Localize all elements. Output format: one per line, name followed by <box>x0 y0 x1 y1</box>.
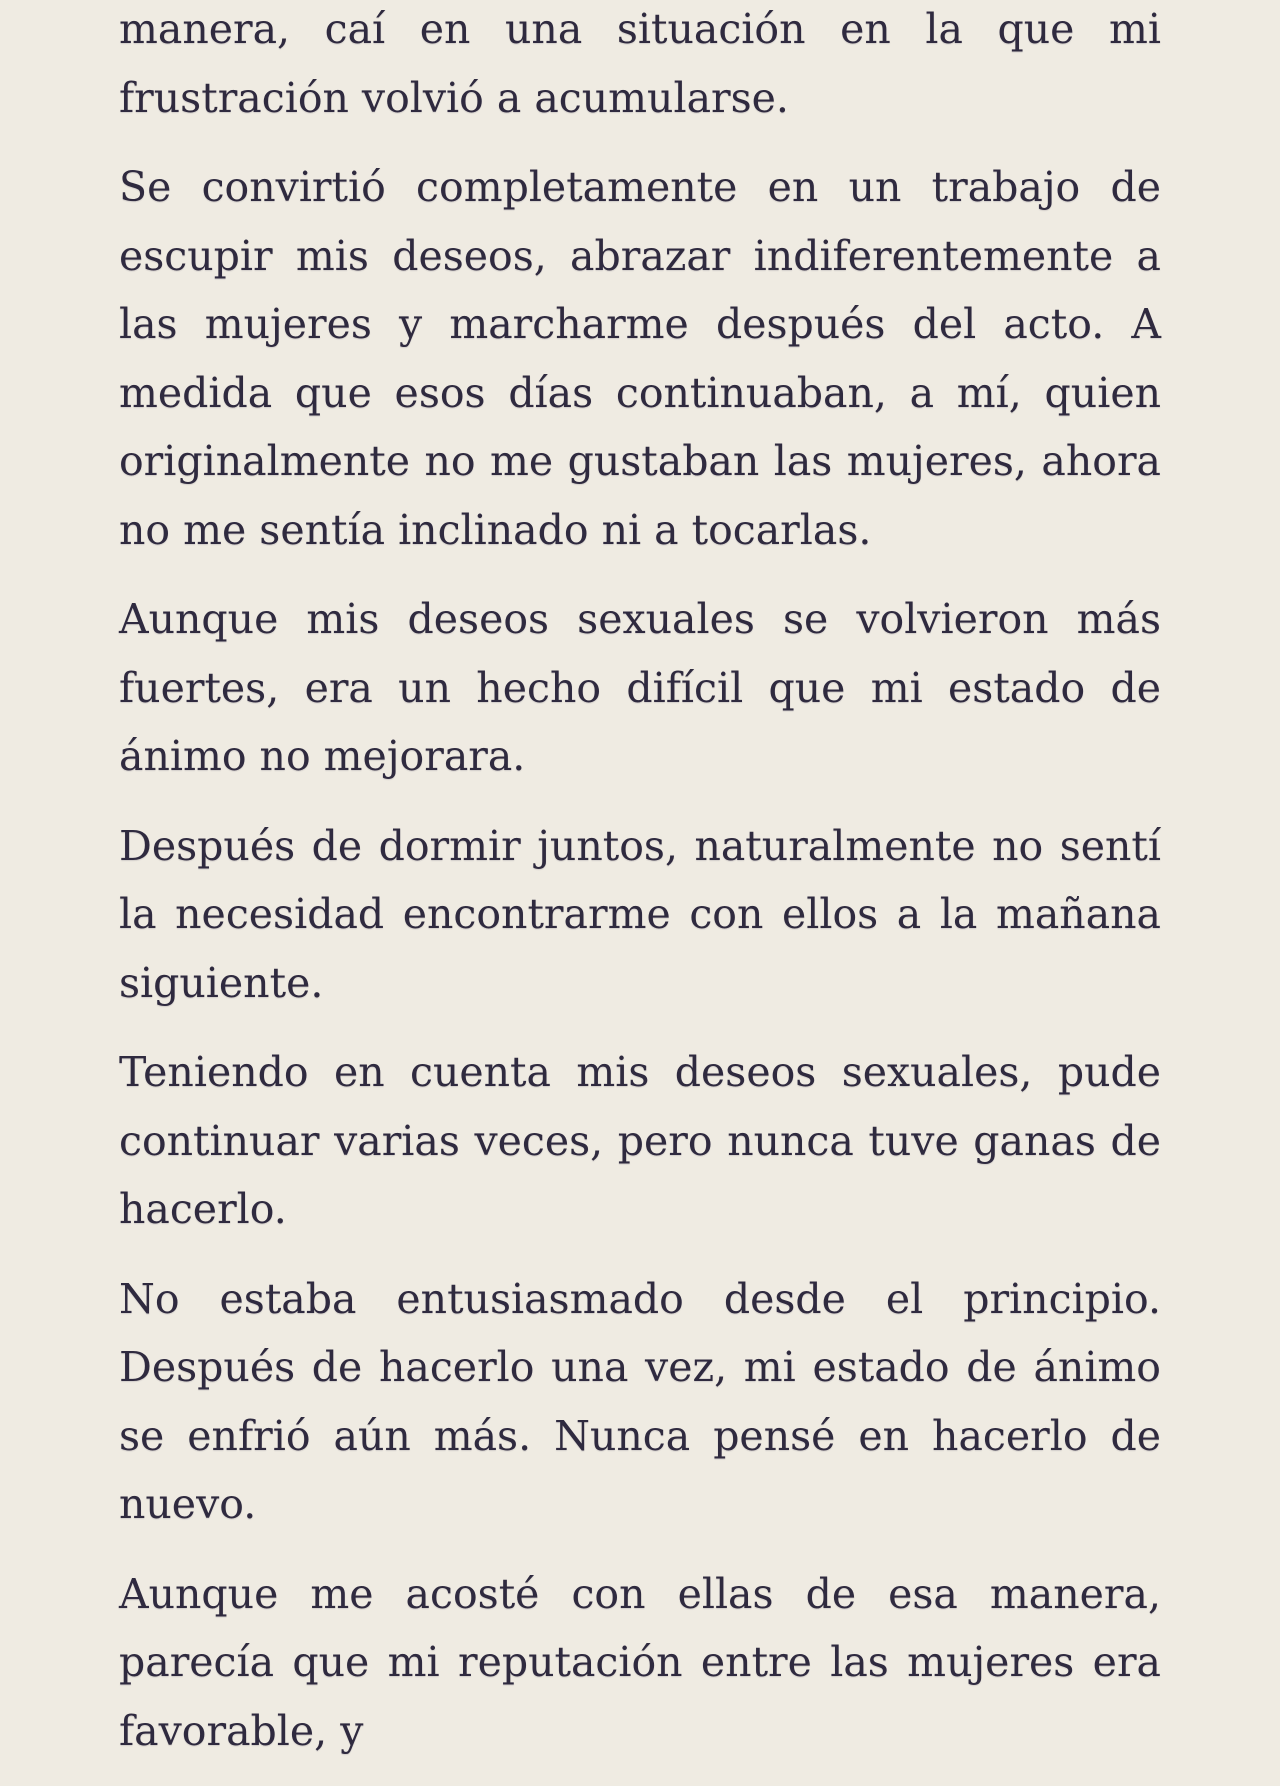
paragraph-7: Aunque me acosté con ellas de esa manera, parecía que mi reputación entre las mujeres era favorable, y <box>119 1569 1161 1755</box>
reading-page <box>119 0 1161 1786</box>
paragraph-5: Teniendo en cuenta mis deseos sexuales, pude continuar varias veces, pero nunca tuve ganas de hacerlo. <box>119 1048 1161 1233</box>
paragraph-2: Se convirtió completamente en un trabajo de escupir mis deseos, abrazar indiferentemente a las mujeres y marcharme después del acto. A medida que esos días continuaban, a mí, quien originalmente no me gustaban las mujeres, ahora no me sentía inclinado ni a tocarlas. <box>119 163 1161 554</box>
paragraph-6: No estaba entusiasmado desde el principio. Después de hacerlo una vez, mi estado de ánimo se enfrió aún más. Nunca pensé en hacerlo de nuevo. <box>119 1274 1161 1528</box>
paragraph-3: Aunque mis deseos sexuales se volvieron más fuertes, era un hecho difícil que mi estado de ánimo no mejorara. <box>119 595 1161 780</box>
paragraph-1: manera, caí en una situación en la que mi frustración volvió a acumularse. <box>119 5 1161 122</box>
paragraph-4: Después de dormir juntos, naturalmente no sentí la necesidad encontrarme con ellos a la mañana siguiente. <box>119 821 1161 1007</box>
